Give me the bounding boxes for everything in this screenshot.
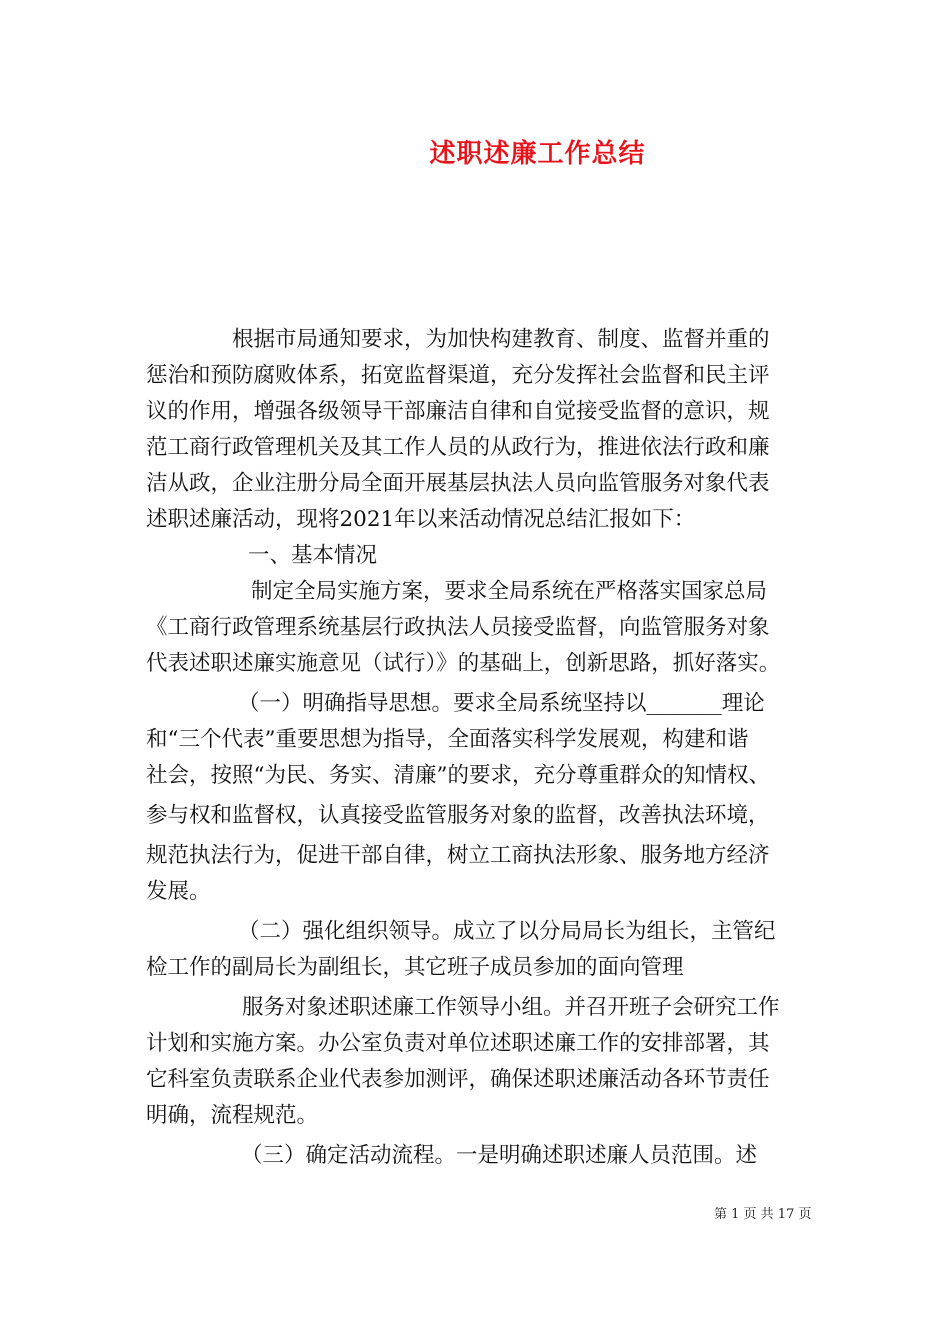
text-line: 社会，按照“为民、务实、清廉”的要求，充分尊重群众的知情权、: [146, 763, 770, 788]
text-line: 洁从政，企业注册分局全面开展基层执法人员向监管服务对象代表: [146, 471, 770, 496]
text-line: 范工商行政管理机关及其工作人员的从政行为，推进依法行政和廉: [146, 435, 770, 460]
text-line: 惩治和预防腐败体系，拓宽监督渠道，充分发挥社会监督和民主评: [146, 363, 770, 388]
text-line: 制定全局实施方案，要求全局系统在严格落实国家总局: [251, 579, 768, 604]
text-line: （一）明确指导思想。要求全局系统坚持以_______理论: [238, 691, 765, 716]
text-line: 服务对象述职述廉工作领导小组。并召开班子会研究工作: [242, 995, 780, 1020]
text-line: （二）强化组织领导。成立了以分局局长为组长，主管纪: [238, 919, 776, 944]
document-title: 述职述廉工作总结: [429, 139, 646, 169]
section-heading: 一、基本情况: [248, 543, 378, 568]
text-line: 检工作的副局长为副组长，其它班子成员参加的面向管理: [146, 955, 684, 980]
text-line: 和“三个代表”重要思想为指导，全面落实科学发展观，构建和谐: [146, 727, 749, 752]
text-line: 议的作用，增强各级领导干部廉洁自律和自觉接受监督的意识，规: [146, 399, 770, 424]
text-line: 《工商行政管理系统基层行政执法人员接受监督，向监管服务对象: [146, 615, 770, 640]
text-line: 它科室负责联系企业代表参加测评，确保述职述廉活动各环节责任: [146, 1067, 770, 1092]
text-line: 述职述廉活动，现将2021年以来活动情况总结汇报如下：: [146, 507, 696, 532]
text-line: 规范执法行为，促进干部自律，树立工商执法形象、服务地方经济: [146, 843, 770, 868]
text-line: 根据市局通知要求，为加快构建教育、制度、监督并重的: [232, 327, 770, 352]
text-line: 代表述职述廉实施意见（试行）》的基础上，创新思路，抓好落实。: [146, 651, 781, 676]
text-line: 发展。: [146, 879, 211, 904]
text-line: 参与权和监督权，认真接受监管服务对象的监督，改善执法环境，: [146, 803, 770, 828]
text-line: 计划和实施方案。办公室负责对单位述职述廉工作的安排部署，其: [146, 1031, 770, 1056]
page-footer: 第 1 页 共 17 页: [714, 1207, 812, 1222]
text-line: （三）确定活动流程。一是明确述职述廉人员范围。述: [241, 1143, 758, 1168]
text-line: 明确，流程规范。: [146, 1103, 319, 1128]
